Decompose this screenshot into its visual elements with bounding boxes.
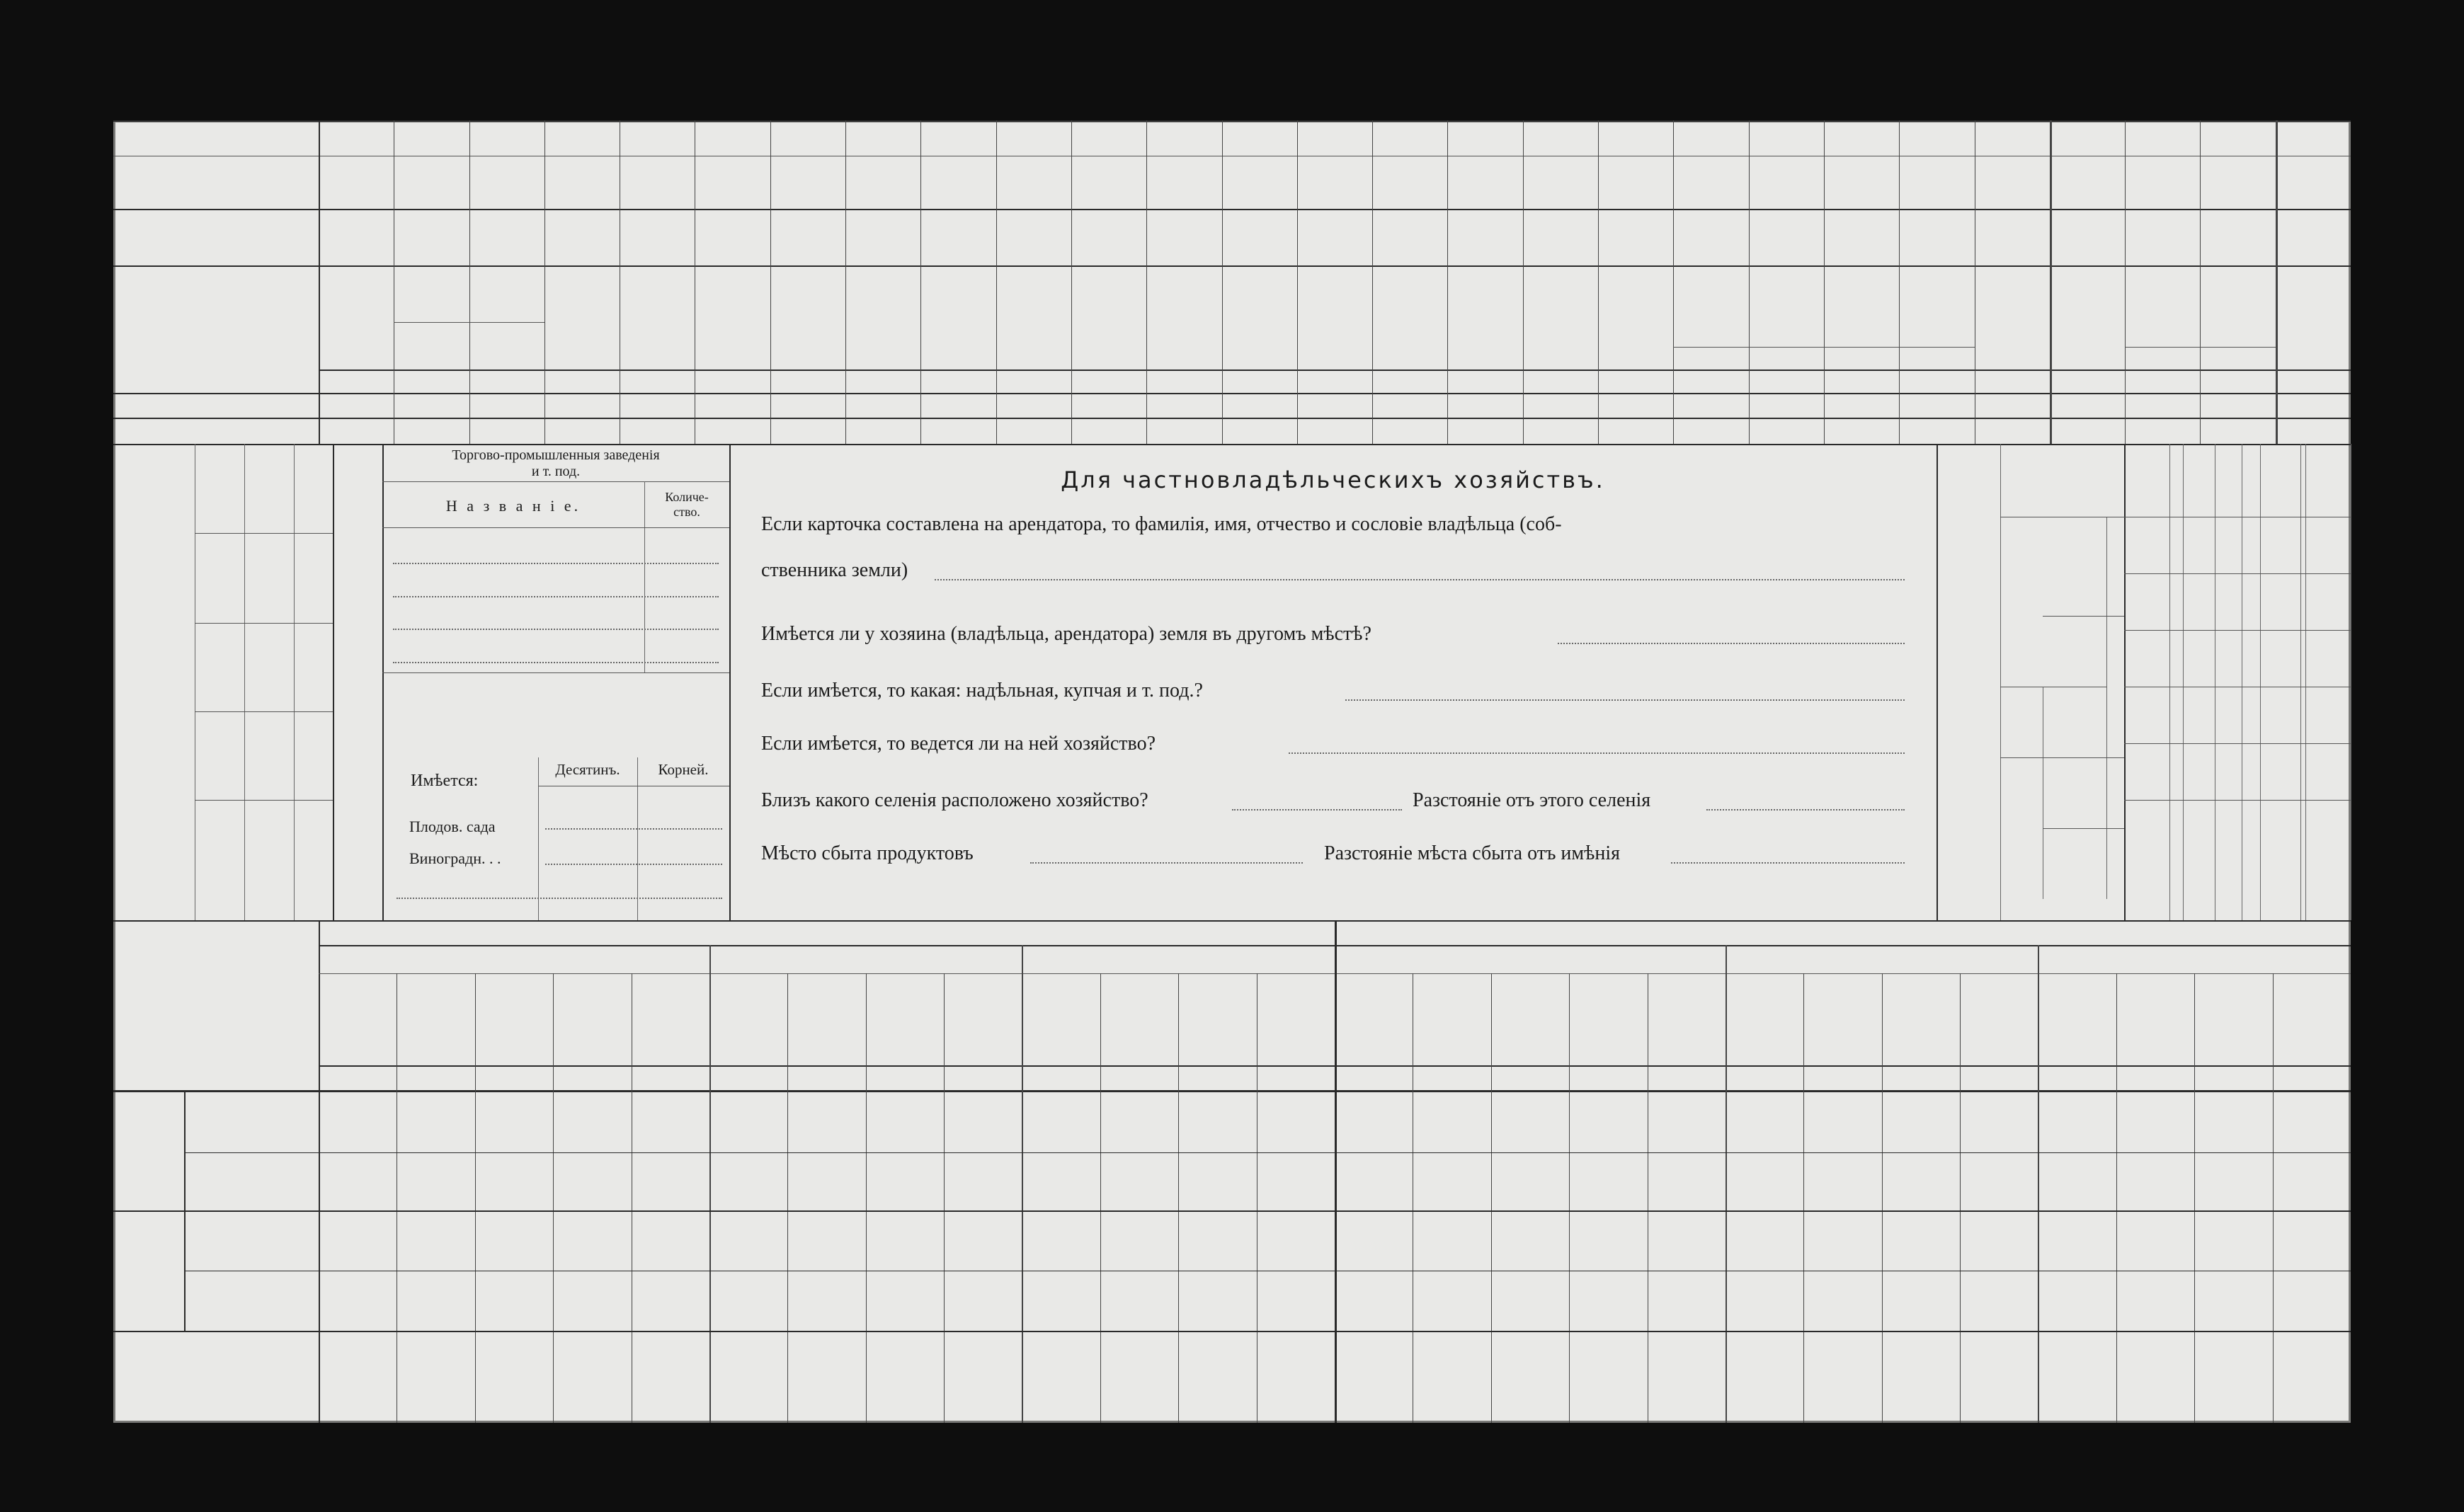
question-owner-a: Если карточка составлена на арендатора, то фамилія, имя, отчество и сословіе владѣльца (соб- [761,513,1562,535]
rule [1071,120,1072,444]
rule [113,209,2351,210]
rule [1178,973,1179,1423]
private-farm-title: Для частновладѣльческихъ хозяйствъ. [1061,466,1605,493]
rule [2169,444,2170,920]
rule [1598,120,1599,444]
rule [2183,444,2184,920]
rule [2125,347,2276,348]
rule [2050,120,2052,444]
vineyard-label: Виноградн. . . [409,849,501,867]
rule [553,973,554,1423]
rule [1749,120,1750,444]
trade-title: Торгово-промышленныя заведенія и т. под. [452,447,660,479]
rule [1803,973,1804,1423]
trade-qty-header: Количе- ство. [665,490,709,519]
rule [944,973,945,1423]
rule [1726,945,1727,1423]
rule [113,1210,2351,1212]
rule [1899,120,1900,444]
rule [2043,828,2124,829]
rule [2124,444,2126,920]
rule [709,945,711,1423]
question-land-type: Если имѣется, то какая: надѣльная, купчая и т. под.? [761,680,1203,701]
rule [1447,120,1448,444]
rule [2116,973,2117,1423]
desyatin-header: Десятинъ. [555,761,620,778]
rule [1372,120,1373,444]
question-market-distance: Разстояніе мѣста сбыта отъ имѣнія [1324,842,1620,864]
rule [195,533,333,534]
korney-header: Корней. [658,761,709,778]
rule [2124,573,2351,574]
question-other-land: Имѣется ли у хозяина (владѣльца, арендатора) земля въ другомъ мѣстѣ? [761,623,1371,645]
rule [2276,120,2278,444]
rule [1022,945,1023,1423]
rule [1222,120,1223,444]
rule [996,120,997,444]
question-farming: Если имѣется, то ведется ли на ней хозяйство? [761,733,1156,755]
rule [2300,444,2301,920]
rule [113,393,2351,394]
rule [2125,120,2126,444]
rule [394,322,544,323]
rule [244,444,245,920]
rule [2200,120,2201,444]
rule [2106,517,2107,899]
rule [2260,444,2261,920]
rule [319,370,2351,371]
rule [1491,973,1492,1423]
rule [294,444,295,920]
rule [1882,973,1883,1423]
question-village-distance: Разстояніе отъ этого селенія [1413,789,1651,811]
rule [1824,120,1825,444]
rule [866,973,867,1423]
rule [1297,120,1298,444]
rule [770,120,771,444]
rule [2000,757,2124,758]
rule [845,120,846,444]
rule [2124,630,2351,631]
rule [113,418,2351,419]
rule [319,120,320,444]
rule [113,120,2351,122]
rule [1960,973,1961,1423]
rule [2043,616,2124,617]
trade-name-header: Н а з в а н і е. [445,497,581,515]
rule [195,800,333,801]
rule [113,1331,2351,1332]
rule [1100,973,1101,1423]
rule [195,623,333,624]
rule [195,711,333,712]
rule [184,1152,2351,1153]
rule [2305,444,2306,920]
rule [787,973,788,1423]
rule [1673,347,1974,348]
rule [2000,444,2001,920]
rule [544,120,545,444]
has-label: Имѣется: [411,772,479,790]
rule [1523,120,1524,444]
census-card [113,120,2351,1423]
rule [475,973,476,1423]
rule [1937,444,1938,920]
rule [1569,973,1570,1423]
rule [2038,945,2039,1423]
rule [319,920,320,1423]
rule [2273,973,2274,1423]
rule [1146,120,1147,444]
rule [333,444,334,920]
rule [1335,920,1337,1423]
question-village: Близъ какого селенія расположено хозяйство? [761,789,1148,811]
rule [184,1092,186,1331]
rule [469,120,470,444]
rule [2124,800,2351,801]
rule [1673,120,1674,444]
rule [920,120,921,444]
question-market: Мѣсто сбыта продуктовъ [761,842,974,864]
rule [113,1090,2351,1092]
rule [113,265,2351,267]
rule [2194,973,2195,1423]
question-owner-b: ственника земли) [761,559,908,581]
rule [2124,743,2351,744]
orchard-label: Плодов. сада [409,818,496,835]
